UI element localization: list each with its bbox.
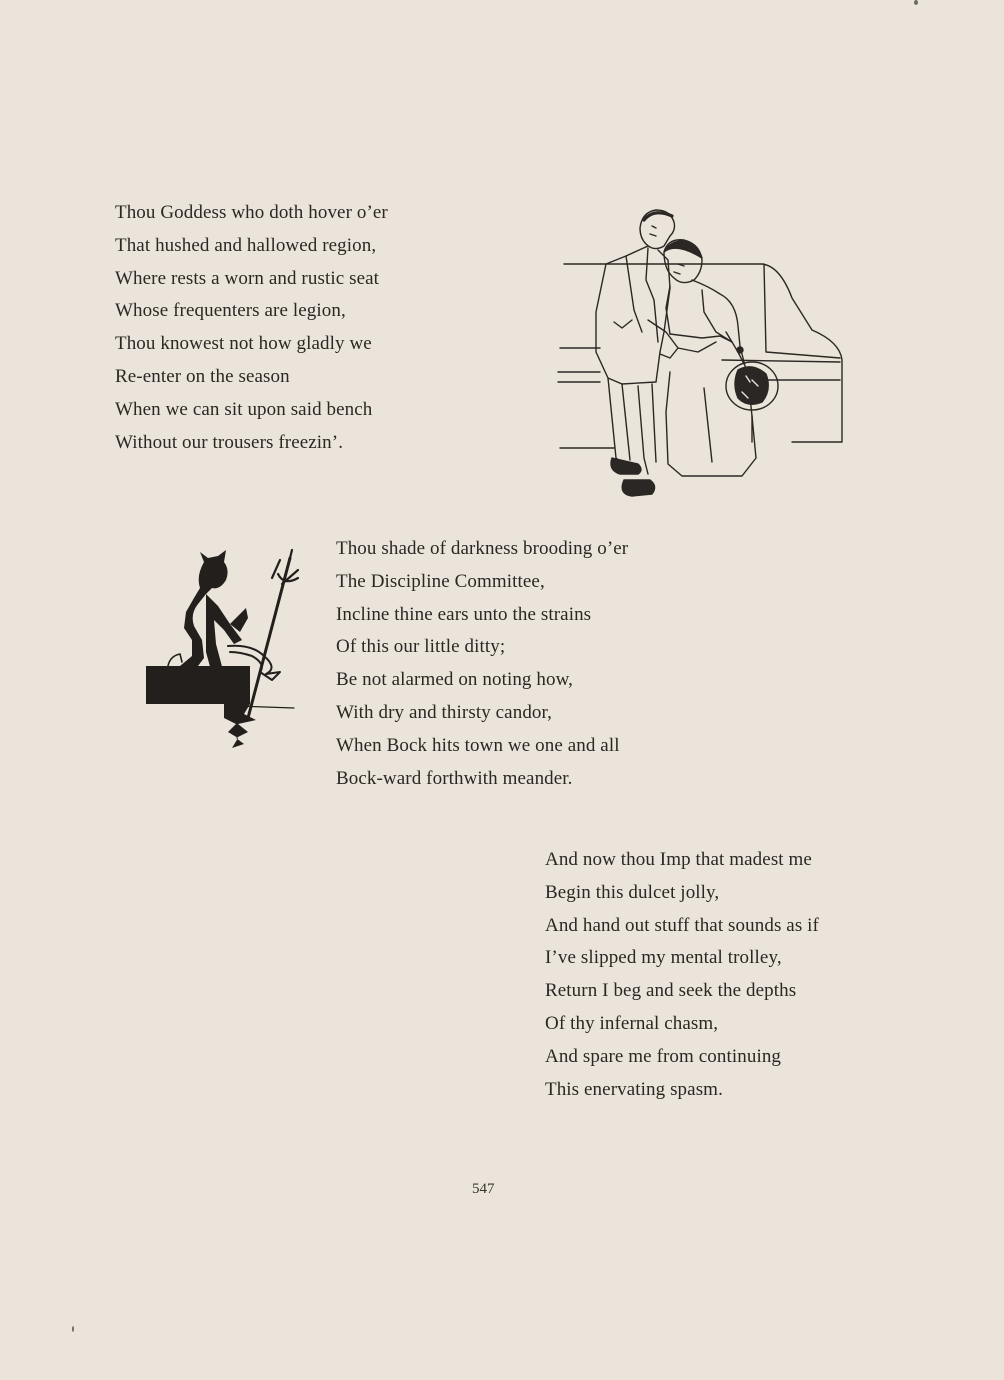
poem-line: Thou knowest not how gladly we — [115, 333, 372, 355]
poem-line: Begin this dulcet jolly, — [545, 881, 720, 903]
poem-line: This enervating spasm. — [545, 1078, 723, 1100]
stanza-3 — [545, 844, 819, 1106]
poem-line: Be not alarmed on noting how, — [336, 669, 574, 691]
paper-speck — [914, 0, 918, 5]
poem-line: Return I beg and seek the depths — [545, 980, 797, 1002]
poem-line: Bock-ward forthwith meander. — [336, 767, 573, 789]
page-number: 547 — [472, 1181, 495, 1197]
stanza-2 — [336, 533, 628, 795]
poem-line: Of thy infernal chasm, — [545, 1012, 719, 1034]
poem-line: When we can sit upon said bench — [115, 398, 373, 420]
poem-line: Re-enter on the season — [115, 365, 290, 387]
poem-line: Incline thine ears unto the strains — [336, 603, 592, 625]
poem-line: Thou Goddess who doth hover o’er — [115, 202, 388, 223]
poem-line: Where rests a worn and rustic seat — [115, 267, 380, 289]
poem-line: Whose frequenters are legion, — [115, 300, 346, 322]
poem-line: That hushed and hallowed region, — [115, 234, 377, 256]
poem-line: When Bock hits town we one and all — [336, 734, 620, 756]
couple-on-bench-illustration — [552, 202, 848, 502]
poem-line: Thou shade of darkness brooding o’er — [336, 538, 629, 559]
poem-line: Without our trousers freezin’. — [115, 431, 344, 453]
paper-speck — [72, 1326, 74, 1332]
poem-line: With dry and thirsty candor, — [336, 701, 553, 723]
poem-line: And spare me from continuing — [545, 1045, 782, 1067]
devil-with-trident-silhouette — [140, 548, 300, 753]
poem-line: Of this our little ditty; — [336, 636, 506, 658]
poem-line: And now thou Imp that madest me — [545, 849, 812, 870]
poem-line: And hand out stuff that sounds as if — [545, 914, 819, 936]
poem-line: I’ve slipped my mental trolley, — [545, 947, 782, 969]
poem-line: The Discipline Committee, — [336, 570, 545, 592]
stanza-1 — [115, 197, 388, 459]
